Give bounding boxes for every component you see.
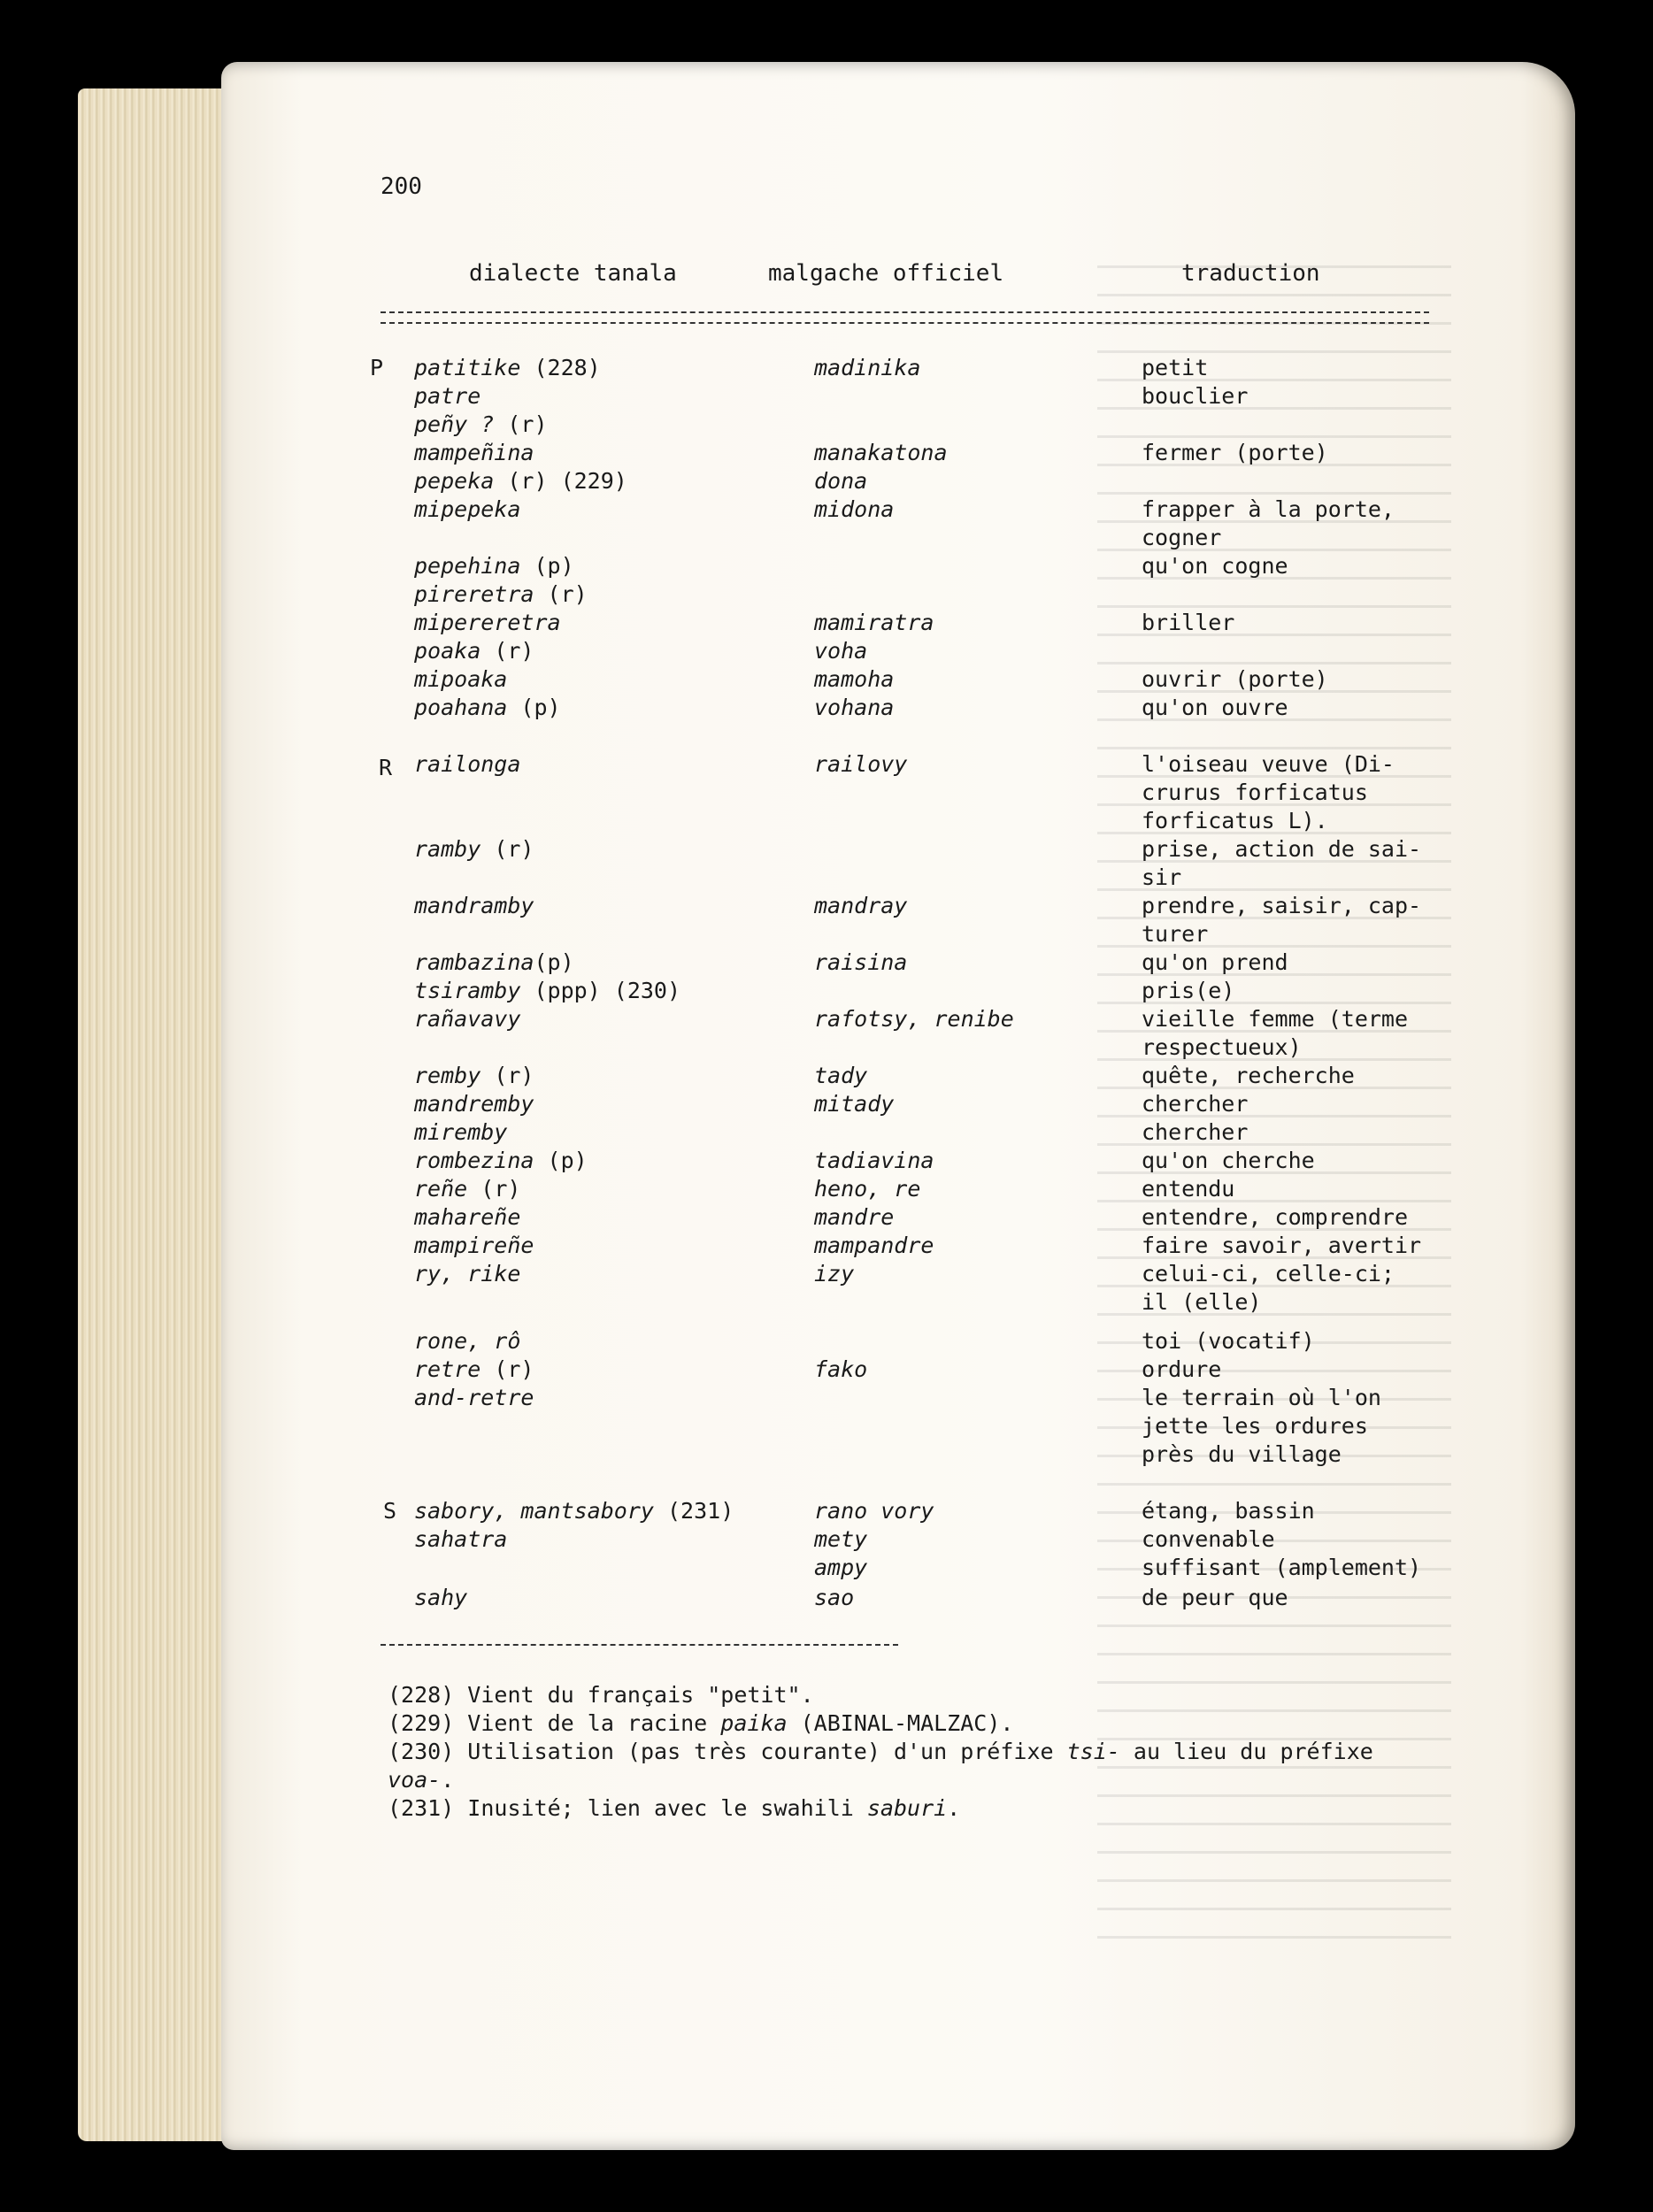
officiel-term: izy bbox=[814, 1261, 855, 1286]
traduction-text: prendre, saisir, cap- bbox=[1142, 893, 1422, 918]
tanala-term: mandramby bbox=[414, 893, 534, 918]
tanala-term: pepeka (r) (229) bbox=[414, 468, 627, 494]
traduction-text: petit bbox=[1142, 355, 1209, 380]
officiel-term: dona bbox=[814, 468, 868, 494]
tanala-term: reñe (r) bbox=[414, 1176, 521, 1202]
traduction-text: sir bbox=[1142, 864, 1182, 890]
tanala-term: mipereretra bbox=[414, 610, 561, 635]
tanala-note: (p) bbox=[534, 1148, 588, 1173]
traduction-text: qu'on ouvre bbox=[1142, 695, 1288, 720]
footnote-231: (231) Inusité; lien avec le swahili saburi. bbox=[388, 1795, 961, 1821]
officiel-term: tadiavina bbox=[814, 1148, 934, 1173]
officiel-term: mety bbox=[814, 1526, 868, 1552]
header-rule-bottom bbox=[381, 322, 1429, 324]
tanala-term: poahana (p) bbox=[414, 695, 561, 720]
officiel-term: mamiratra bbox=[814, 610, 934, 635]
tanala-term: patre bbox=[414, 383, 481, 409]
tanala-term: mipepeka bbox=[414, 496, 521, 522]
officiel-term: midona bbox=[814, 496, 895, 522]
traduction-text: qu'on cherche bbox=[1142, 1148, 1315, 1173]
officiel-term: mandray bbox=[814, 893, 908, 918]
tanala-term: patitike (228) bbox=[414, 355, 601, 380]
officiel-term: madinika bbox=[814, 355, 921, 380]
traduction-text: bouclier bbox=[1142, 383, 1249, 409]
tanala-term: mandremby bbox=[414, 1091, 534, 1117]
officiel-term: railovy bbox=[814, 751, 908, 777]
footnote-rule bbox=[381, 1644, 898, 1646]
tanala-note: (r) bbox=[481, 638, 534, 664]
header-traduction: traduction bbox=[1181, 260, 1320, 287]
traduction-text: celui-ci, celle-ci; bbox=[1142, 1261, 1395, 1286]
tanala-term: ry, rike bbox=[414, 1261, 521, 1286]
footnote-230: (230) Utilisation (pas très courante) d'un préfixe tsi- au lieu du préfixe bbox=[388, 1739, 1373, 1764]
header-rule-top bbox=[381, 311, 1429, 313]
tanala-note: (p) bbox=[520, 553, 574, 579]
traduction-text: le terrain où l'on bbox=[1142, 1385, 1381, 1410]
tanala-term: sahatra bbox=[414, 1526, 508, 1552]
officiel-term: heno, re bbox=[814, 1176, 921, 1202]
traduction-text: qu'on cogne bbox=[1142, 553, 1288, 579]
tanala-term: rombezina (p) bbox=[414, 1148, 588, 1173]
traduction-text: quête, recherche bbox=[1142, 1063, 1355, 1088]
tanala-term: railonga bbox=[414, 751, 521, 777]
traduction-text: prise, action de sai- bbox=[1142, 836, 1422, 862]
tanala-term: sabory, mantsabory (231) bbox=[414, 1498, 734, 1524]
traduction-text: chercher bbox=[1142, 1091, 1249, 1117]
tanala-term: tsiramby (ppp) (230) bbox=[414, 978, 681, 1003]
traduction-text: toi (vocatif) bbox=[1142, 1328, 1315, 1354]
tanala-term: mahareñe bbox=[414, 1204, 521, 1230]
traduction-text: turer bbox=[1142, 921, 1209, 947]
header-dialecte-tanala: dialecte tanala bbox=[469, 260, 677, 287]
header-malgache-officiel: malgache officiel bbox=[768, 260, 1004, 287]
tanala-note: (r) bbox=[467, 1176, 521, 1202]
traduction-text: chercher bbox=[1142, 1119, 1249, 1145]
tanala-term: rambazina(p) bbox=[414, 949, 574, 975]
officiel-term: vohana bbox=[814, 695, 895, 720]
tanala-term: peñy ? (r) bbox=[414, 411, 548, 437]
traduction-text: ordure bbox=[1142, 1356, 1222, 1382]
traduction-text: jette les ordures bbox=[1142, 1413, 1368, 1439]
traduction-text: pris(e) bbox=[1142, 978, 1235, 1003]
officiel-term: mitady bbox=[814, 1091, 895, 1117]
tanala-term: rone, rô bbox=[414, 1328, 521, 1354]
tanala-term: poaka (r) bbox=[414, 638, 534, 664]
tanala-note: (r) bbox=[481, 836, 534, 862]
officiel-term: ampy bbox=[814, 1555, 868, 1580]
tanala-note: (228) bbox=[520, 355, 601, 380]
traduction-text: ouvrir (porte) bbox=[1142, 666, 1328, 692]
officiel-term: raisina bbox=[814, 949, 908, 975]
tanala-term: sahy bbox=[414, 1585, 468, 1610]
officiel-term: sao bbox=[814, 1585, 855, 1610]
tanala-term: remby (r) bbox=[414, 1063, 534, 1088]
traduction-text: cogner bbox=[1142, 525, 1222, 550]
traduction-text: entendre, comprendre bbox=[1142, 1204, 1409, 1230]
traduction-text: de peur que bbox=[1142, 1585, 1288, 1610]
tanala-term: miremby bbox=[414, 1119, 508, 1145]
traduction-text: étang, bassin bbox=[1142, 1498, 1315, 1524]
tanala-term: retre (r) bbox=[414, 1356, 534, 1382]
traduction-text: qu'on prend bbox=[1142, 949, 1288, 975]
section-letter-r: R bbox=[379, 755, 393, 780]
officiel-term: voha bbox=[814, 638, 868, 664]
tanala-term: pireretra (r) bbox=[414, 581, 588, 607]
tanala-term: mipoaka bbox=[414, 666, 508, 692]
traduction-text: près du village bbox=[1142, 1441, 1342, 1467]
tanala-note: (231) bbox=[653, 1498, 734, 1524]
tanala-term: ramby (r) bbox=[414, 836, 534, 862]
officiel-term: rano vory bbox=[814, 1498, 934, 1524]
tanala-term: pepehina (p) bbox=[414, 553, 574, 579]
traduction-text: faire savoir, avertir bbox=[1142, 1233, 1422, 1258]
tanala-note: (r) (229) bbox=[494, 468, 627, 494]
tanala-term: and-retre bbox=[414, 1385, 534, 1410]
traduction-text: entendu bbox=[1142, 1176, 1235, 1202]
tanala-term: rañavavy bbox=[414, 1006, 521, 1032]
traduction-text: frapper à la porte, bbox=[1142, 496, 1395, 522]
tanala-note: (p) bbox=[507, 695, 561, 720]
footnote-228: (228) Vient du français "petit". bbox=[388, 1682, 814, 1708]
officiel-term: fako bbox=[814, 1356, 868, 1382]
traduction-text: forficatus L). bbox=[1142, 808, 1328, 833]
tanala-note: (r) bbox=[494, 411, 548, 437]
officiel-term: mandre bbox=[814, 1204, 895, 1230]
tanala-note: (r) bbox=[481, 1063, 534, 1088]
officiel-term: tady bbox=[814, 1063, 868, 1088]
officiel-term: mampandre bbox=[814, 1233, 934, 1258]
traduction-text: l'oiseau veuve (Di- bbox=[1142, 751, 1395, 777]
traduction-text: convenable bbox=[1142, 1526, 1275, 1552]
traduction-text: briller bbox=[1142, 610, 1235, 635]
officiel-term: rafotsy, renibe bbox=[814, 1006, 1014, 1032]
traduction-text: fermer (porte) bbox=[1142, 440, 1328, 465]
section-letter-p: P bbox=[370, 355, 384, 380]
tanala-note: (r) bbox=[481, 1356, 534, 1382]
tanala-note: (p) bbox=[534, 949, 574, 975]
footnote-229: (229) Vient de la racine paika (ABINAL-MALZAC). bbox=[388, 1710, 1014, 1736]
tanala-term: mampireñe bbox=[414, 1233, 534, 1258]
officiel-term: mamoha bbox=[814, 666, 895, 692]
traduction-text: vieille femme (terme bbox=[1142, 1006, 1409, 1032]
traduction-text: suffisant (amplement) bbox=[1142, 1555, 1422, 1580]
tanala-note: (r) bbox=[534, 581, 588, 607]
tanala-term: mampeñina bbox=[414, 440, 534, 465]
footnote-230-continued: voa-. bbox=[388, 1767, 455, 1793]
traduction-text: respectueux) bbox=[1142, 1034, 1302, 1060]
traduction-text: il (elle) bbox=[1142, 1289, 1262, 1315]
page-number: 200 bbox=[381, 173, 422, 200]
officiel-term: manakatona bbox=[814, 440, 948, 465]
tanala-note: (ppp) (230) bbox=[520, 978, 681, 1003]
section-letter-s: S bbox=[383, 1498, 397, 1524]
traduction-text: crurus forficatus bbox=[1142, 780, 1368, 805]
